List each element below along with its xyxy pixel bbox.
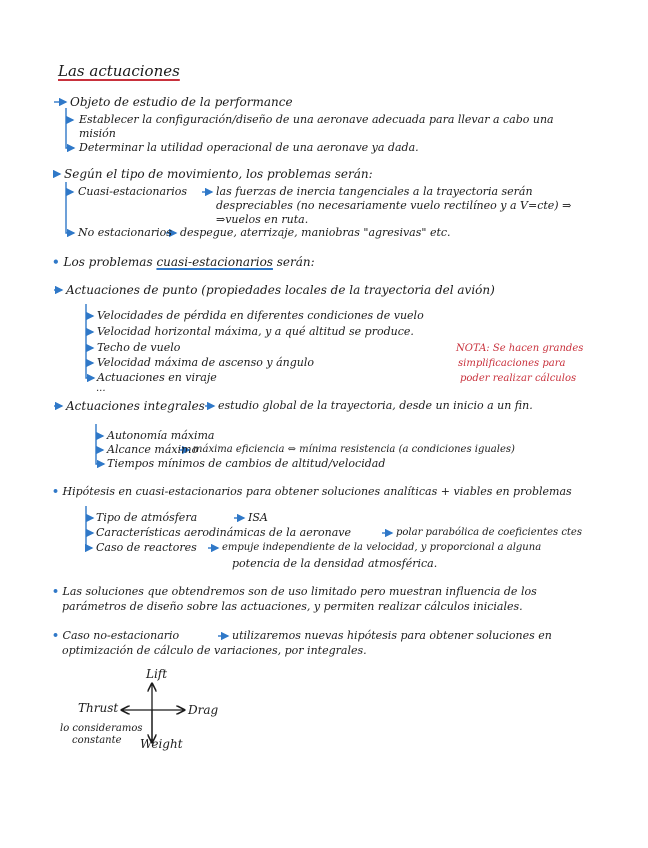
s6-i3-label: Caso de reactores bbox=[96, 541, 197, 554]
s2-quasi-c: ⇒vuelos en ruta. bbox=[216, 213, 309, 226]
bullet-dot: • bbox=[52, 585, 60, 598]
s3-pre: Los problemas bbox=[63, 255, 157, 269]
s2-head: Según el tipo de movimiento, los problemas serán: bbox=[64, 167, 373, 181]
s4-item-5: Actuaciones en viraje bbox=[97, 371, 217, 384]
s5-item-2-label: Alcance máximo bbox=[107, 443, 199, 456]
s2-quasi-b: despreciables (no necesariamente vuelo rectilíneo y a V=cte) ⇒ bbox=[216, 199, 572, 212]
s6-i2-label: Características aerodinámicas de la aeronave bbox=[96, 526, 351, 539]
s4-note-3: poder realizar cálculos bbox=[460, 373, 577, 384]
s1-sub1a: Establecer la configuración/diseño de una aeronave adecuada para llevar a cabo una bbox=[79, 113, 554, 126]
s4-item-1: Velocidades de pérdida en diferentes condiciones de vuelo bbox=[97, 309, 424, 322]
s7-b: parámetros de diseño sobre las actuaciones, y permiten realizar cálculos iniciales. bbox=[62, 600, 523, 613]
diagram-lift: Lift bbox=[146, 667, 168, 681]
s5-head-label: Actuaciones integrales bbox=[66, 399, 205, 413]
s3-post: serán: bbox=[272, 255, 315, 269]
s3-link: cuasi-estacionarios bbox=[156, 255, 273, 269]
page-title: Las actuaciones bbox=[58, 62, 180, 80]
s1-sub2: Determinar la utilidad operacional de una aeronave ya dada. bbox=[79, 141, 419, 154]
diagram-drag: Drag bbox=[188, 703, 219, 717]
s2-non-label: No estacionarios bbox=[78, 226, 172, 239]
s4-item-4: Velocidad máxima de ascenso y ángulo bbox=[97, 356, 314, 369]
s1-sub1b: misión bbox=[79, 127, 116, 140]
s4-note-1: NOTA: Se hacen grandes bbox=[456, 343, 584, 354]
s8-label: Caso no-estacionario bbox=[62, 629, 180, 642]
s5-item-1: Autonomía máxima bbox=[107, 429, 215, 442]
diagram-weight: Weight bbox=[140, 737, 183, 751]
s4-item-2: Velocidad horizontal máxima, y a qué altitud se produce. bbox=[97, 325, 414, 338]
s4-item-3: Techo de vuelo bbox=[97, 341, 181, 354]
s2-non-text: despegue, aterrizaje, maniobras "agresivas" etc. bbox=[180, 226, 451, 239]
diagram-note-1: lo consideramos bbox=[60, 723, 143, 734]
s7-a: Las soluciones que obtendremos son de uso limitado pero muestran influencia de los bbox=[62, 585, 537, 598]
s6-i1-val: ISA bbox=[248, 511, 268, 524]
s6-i3-b: potencia de la densidad atmosférica. bbox=[232, 557, 438, 570]
s4-head: Actuaciones de punto (propiedades locales de la trayectoria del avión) bbox=[66, 283, 495, 297]
diagram-note-2: constante bbox=[72, 735, 122, 746]
s6-i2-val: polar parabólica de coeficientes ctes bbox=[396, 527, 582, 538]
s8-b: optimización de cálculo de variaciones, por integrales. bbox=[62, 644, 367, 657]
s6-i3-a: empuje independiente de la velocidad, y proporcional a alguna bbox=[222, 542, 542, 553]
bullet-dot: • bbox=[52, 255, 60, 269]
s5-item-3: Tiempos mínimos de cambios de altitud/velocidad bbox=[107, 457, 386, 470]
s6-head: Hipótesis en cuasi-estacionarios para obtener soluciones analíticas + viables en problemas bbox=[62, 485, 572, 498]
s2-quasi-label: Cuasi-estacionarios bbox=[78, 185, 188, 198]
s6-i1-label: Tipo de atmósfera bbox=[96, 511, 198, 524]
s4-ellipsis: ... bbox=[96, 383, 106, 394]
bullet-dot: • bbox=[52, 629, 60, 642]
s5-head-text: estudio global de la trayectoria, desde un inicio a un fin. bbox=[218, 399, 533, 412]
s2-quasi-a: las fuerzas de inercia tangenciales a la trayectoria serán bbox=[216, 185, 533, 198]
bullet-dot: • bbox=[52, 485, 60, 498]
s1-head: Objeto de estudio de la performance bbox=[70, 95, 293, 109]
diagram-thrust: Thrust bbox=[78, 701, 119, 715]
s5-item-2-text: máxima eficiencia ⇔ mínima resistencia (a condiciones iguales) bbox=[193, 444, 515, 455]
s4-note-2: simplificaciones para bbox=[458, 358, 566, 369]
s8-a: utilizaremos nuevas hipótesis para obtener soluciones en bbox=[232, 629, 552, 642]
